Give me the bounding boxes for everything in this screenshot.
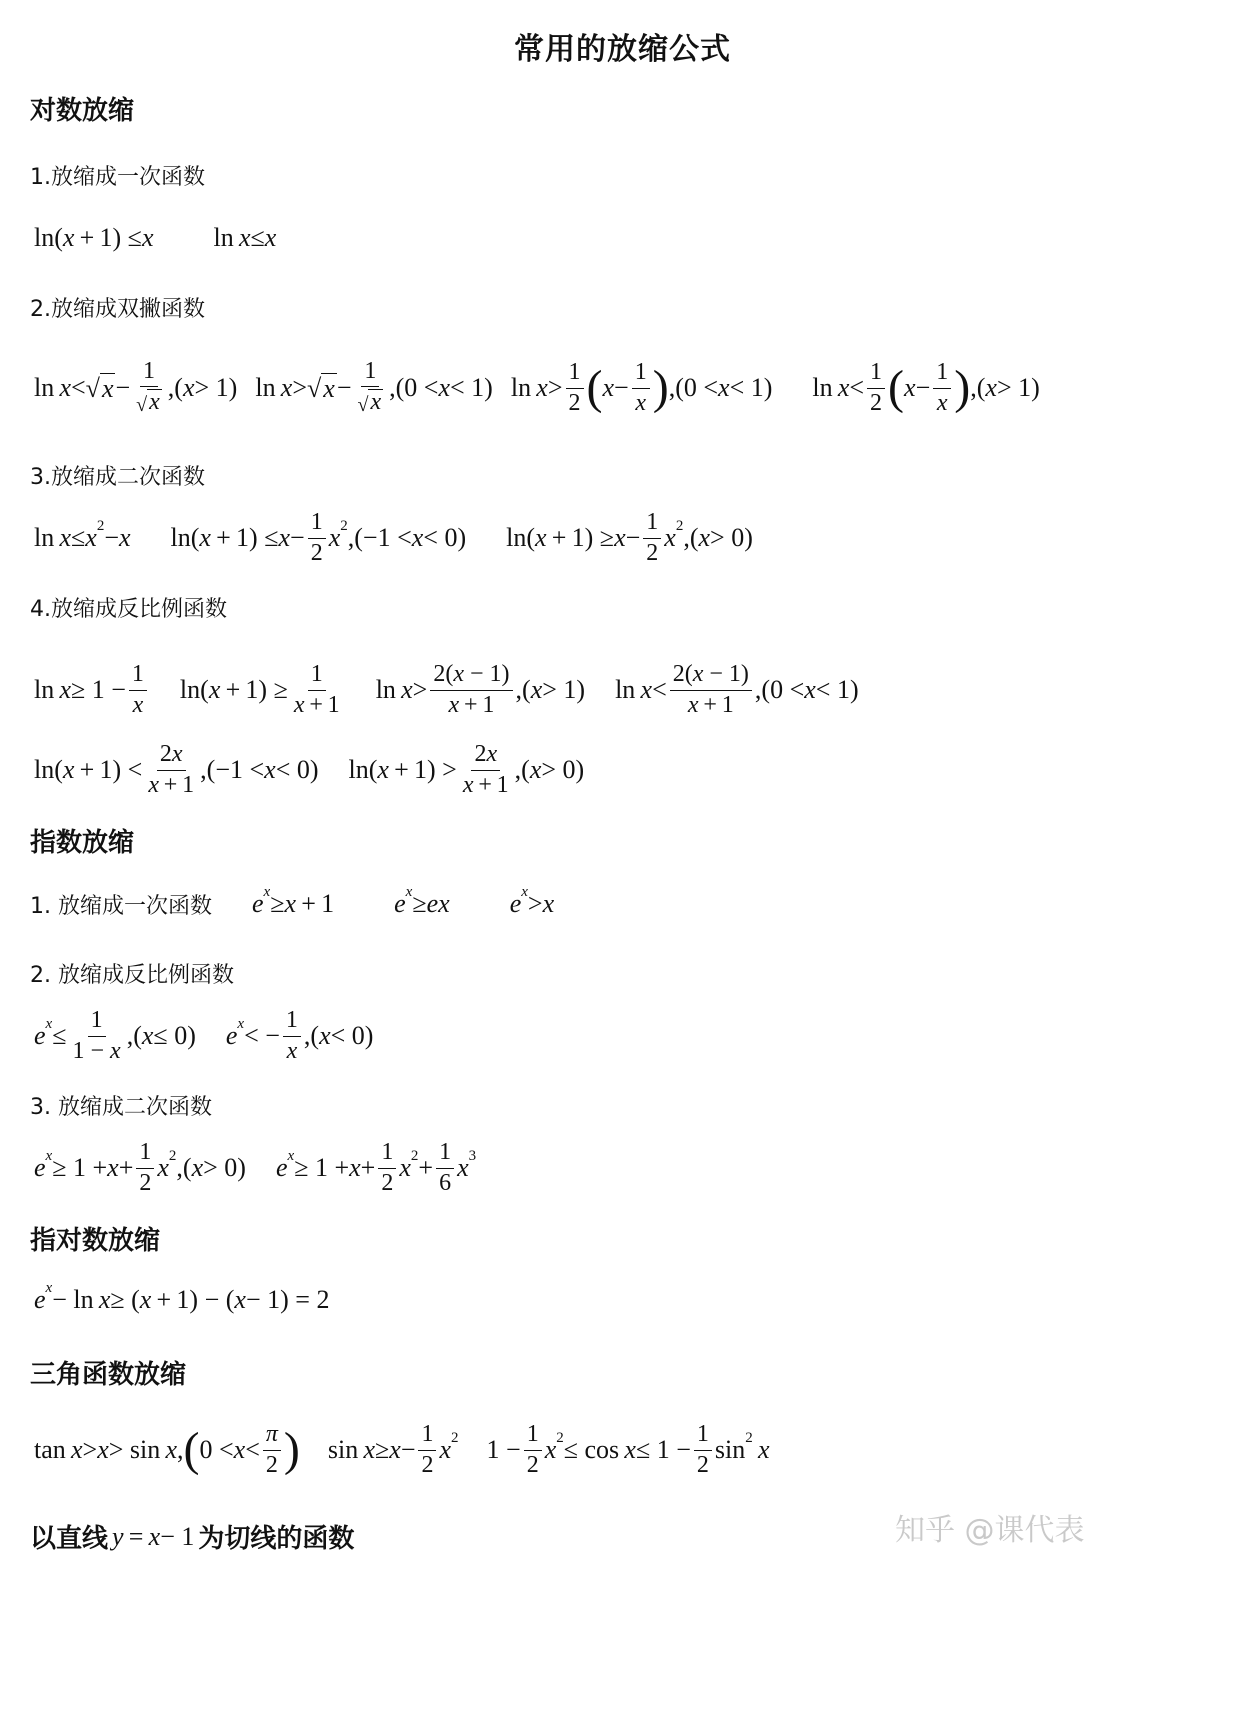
subheading-log-double: 2.放缩成双撇函数 [30,297,205,322]
formula-row-log-quadratic: ln x ≤ x 2 − x ln( x + 1) ≤ x − $\frac{1}{2}$ x 2 ,(−1 < x < 0) ln( x + 1) ≥ x − $\frac{1}{2}$ x 2 ,( x > 0) [34,509,753,566]
formula-row-log-reciprocal-1: ln x ≥ 1 − $\frac{1}{x}$ ln( x + 1) ≥ $\frac{1}{x + 1}$ ln x > $\frac{2(x - 1)}{x + 1}$ ,( x > 1) ln x < $\frac{2(x - 1)}{x + 1}$ ,(0 < x < 1) [34,661,859,718]
subheading-exp-linear: 1. 放缩成一次函数 [30,893,212,919]
subheading-log-linear: 1.放缩成一次函数 [30,165,205,190]
section-heading-explog: 指对数放缩 [30,1226,161,1256]
section-heading-exp: 指数放缩 [30,828,135,858]
section-heading-trig: 三角函数放缩 [30,1360,187,1390]
tangent-heading-prefix: 以直线 [30,1524,109,1554]
page-title: 常用的放缩公式 [514,32,731,67]
watermark: 知乎 @课代表 [895,1513,1085,1548]
section-heading-log: 对数放缩 [30,96,135,126]
formula-row-trig: tan x > x > sin x , ( 0 < x < $\frac{\pi}{2}$ ) sin x ≥ x − $\frac{1}{2}$ x 2 1 − $\frac{1}{2}$ x 2 ≤ cos x ≤ 1 − $\frac{1}{2}$ sin 2 x [34,1421,770,1478]
tangent-heading-suffix: 为切线的函数 [198,1524,355,1554]
formula-row-log-reciprocal-2: ln( x + 1) < $\frac{2x}{x + 1}$ ,(−1 < x < 0) ln( x + 1) > $\frac{2x}{x + 1}$ ,( x > 0) [34,741,585,798]
formula-row-exp-reciprocal: e x ≤ $\frac{1}{1 - x}$ ,( x ≤ 0) e x < − $\frac{1}{x}$ ,( x < 0) [34,1007,374,1064]
subheading-exp-reciprocal: 2. 放缩成反比例函数 [30,963,234,988]
subheading-log-reciprocal: 4.放缩成反比例函数 [30,597,227,622]
formula-row-exp-linear: 1. 放缩成一次函数 e x ≥ x + 1 e x ≥ ex e x > x [30,883,555,919]
subheading-log-quadratic: 3.放缩成二次函数 [30,465,205,490]
formula-row-log-double: ln x < √ x − 1 √ x ,( x > 1) ln x > √ x − 1 √ x ,(0 < x < 1) ln x > $\frac{1}{2}$ ( x − $\frac{1}{x}$ ) ,(0 < x < 1) ln x < $\frac{1}{2}$ ( x − $\frac{1}{x}$ ) ,( x > 1) [34,358,1040,416]
formula-row-explog: e x − ln x ≥ ( x + 1) − ( x − 1) = 2 [34,1279,330,1314]
formula-row-log-linear: ln( x + 1) ≤ x ln x ≤ x [34,223,277,252]
formula-row-exp-quadratic: e x ≥ 1 + x + $\frac{1}{2}$ x 2 ,( x > 0) e x ≥ 1 + x + $\frac{1}{2}$ x 2 + $\frac{1}{6}$ x 3 [34,1139,477,1196]
subheading-exp-quadratic: 3. 放缩成二次函数 [30,1095,212,1120]
section-heading-tangent: 以直线 y = x − 1 为切线的函数 [30,1518,354,1555]
